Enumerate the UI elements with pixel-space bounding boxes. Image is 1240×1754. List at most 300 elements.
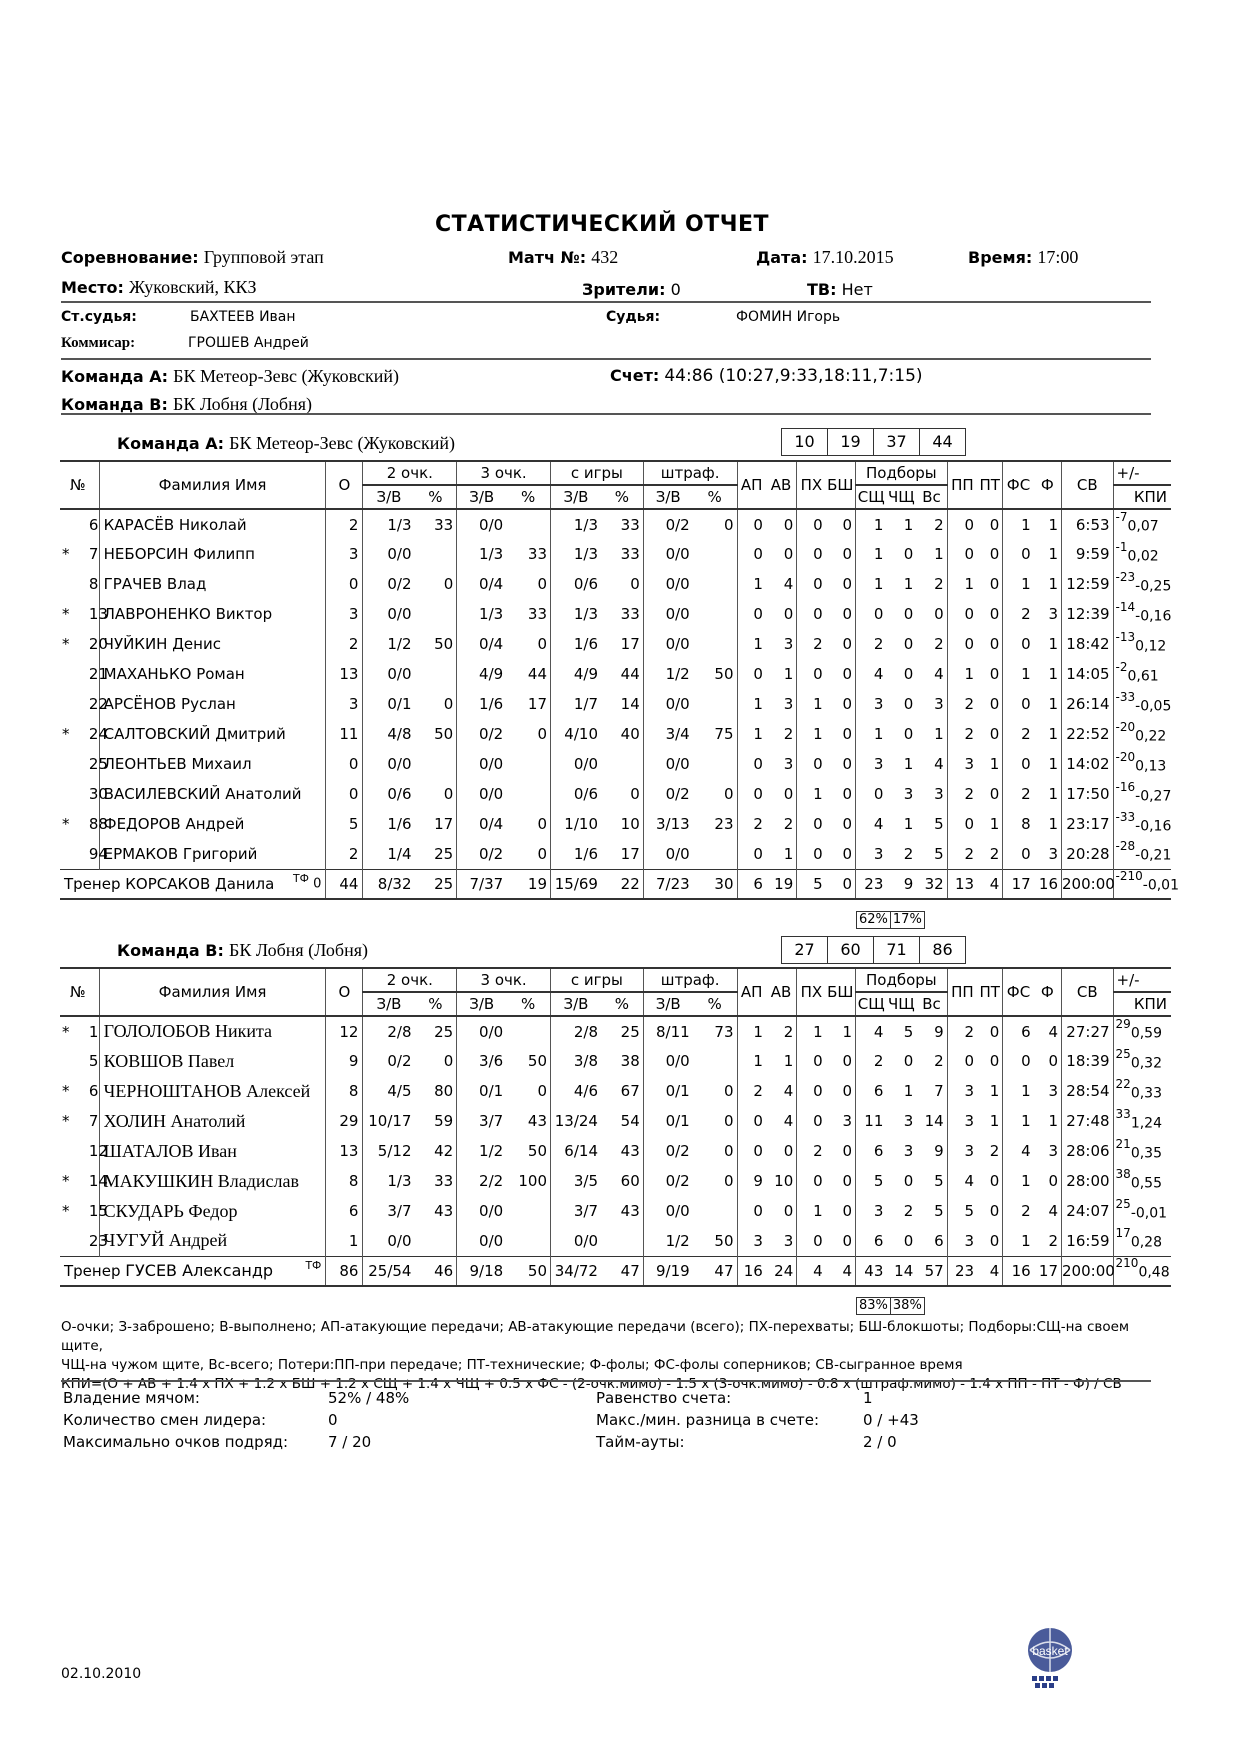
stat-fg: 1/6 [573, 844, 598, 863]
col-ast-total: АВ [766, 461, 797, 509]
stat-3pt: 0/0 [479, 1231, 504, 1250]
player-name-text: ЕРМАКОВ Григорий [103, 844, 258, 863]
stat-ft: 0/2 [665, 785, 690, 803]
stat-min: 16:59 [1062, 1226, 1114, 1256]
stat-pts: 6 [326, 1196, 363, 1226]
player-row [60, 1106, 1171, 1136]
total-stat-stl: 5 [797, 869, 826, 899]
kpi: -0,16 [1135, 608, 1172, 625]
starter-mark: * [62, 1172, 70, 1190]
place-label: Место: [61, 278, 124, 297]
stat-3pt-pct: 0 [506, 629, 550, 659]
team-b-label: Команда В: [61, 395, 168, 414]
kpi: 0,35 [1130, 1145, 1162, 1162]
stat-ast-total: 0 [766, 1136, 797, 1166]
stat-treb: 2 [916, 509, 947, 539]
stat-fg: 0/6 [573, 785, 598, 803]
col-reb: Подборы [855, 968, 947, 992]
stat-ft-pct [693, 749, 737, 779]
stat-ft: 0/0 [665, 545, 690, 563]
plus-minus: -14 [1115, 599, 1136, 614]
starter-mark: * [62, 1022, 70, 1041]
col-pct: % [693, 485, 737, 509]
stat-pm-kpi [1113, 569, 1171, 599]
player-row [60, 659, 1171, 689]
player-row [60, 1226, 1171, 1256]
stat-fd: 2 [1021, 605, 1031, 623]
stat-min: 23:17 [1062, 809, 1114, 839]
stat-2pt: 1/2 [387, 635, 412, 653]
match-value: 432 [591, 247, 619, 267]
stat-treb: 2 [916, 1046, 947, 1076]
stat-pm-kpi [1113, 809, 1171, 839]
coach-cell [60, 1256, 326, 1286]
stat-2pt-pct: 42 [414, 1136, 456, 1166]
stat-fd: 6 [1021, 1022, 1031, 1041]
stat-dreb: 2 [873, 1052, 884, 1070]
stat-3pt: 1/2 [479, 1142, 504, 1160]
stat-fg-pct: 40 [601, 719, 643, 749]
stat-pto: 3 [964, 1112, 975, 1130]
stat-pf: 1 [1034, 629, 1062, 659]
stat-ast-total: 0 [766, 539, 797, 569]
stat-min: 28:54 [1062, 1076, 1114, 1106]
stat-pto: 1 [964, 575, 975, 593]
stat-oreb: 0 [903, 665, 914, 683]
plus-minus: -1 [1115, 539, 1128, 554]
stat-stl: 0 [813, 1082, 823, 1100]
col-made: З/В [363, 485, 415, 509]
col-stl: ПХ [797, 461, 826, 509]
kpi: 0,33 [1130, 1085, 1162, 1102]
stat-2pt-pct: 17 [414, 809, 456, 839]
team-b-section-label: Команда В: [117, 941, 224, 960]
stat-pf: 4 [1034, 1196, 1062, 1226]
stat-pts: 2 [326, 629, 363, 659]
stat-stl: 0 [813, 755, 823, 773]
stat-pto: 2 [964, 695, 975, 713]
stat-stl: 1 [813, 1022, 823, 1041]
col-kpi: КПИ [1113, 485, 1171, 509]
stat-ast-total: 2 [766, 809, 797, 839]
stat-dreb: 4 [873, 815, 884, 833]
player-number: 23 [89, 1226, 99, 1256]
col-made: З/В [551, 992, 601, 1016]
player-number: 7 [89, 1106, 99, 1136]
stat-ft: 0/0 [665, 635, 690, 653]
stat-ft: 8/11 [656, 1022, 690, 1041]
stat-fg-pct: 0 [601, 569, 643, 599]
stat-min: 26:14 [1062, 689, 1114, 719]
player-name [99, 539, 326, 569]
player-name [99, 1046, 326, 1076]
col-fg: с игры [551, 461, 644, 485]
col-ft: штраф. [643, 461, 737, 485]
date-value: 17.10.2015 [812, 247, 894, 267]
stat-min: 28:06 [1062, 1136, 1114, 1166]
spectators-value: 0 [670, 280, 681, 299]
stat-pf: 1 [1034, 689, 1062, 719]
player-name [99, 1076, 326, 1106]
total-stat-3pt: 9/18 [457, 1256, 506, 1286]
stat-pto: 0 [964, 605, 975, 623]
stat-3pt: 3/6 [479, 1052, 504, 1070]
stat-2pt-pct [414, 659, 456, 689]
chief-ref-value: БАХТЕЕВ Иван [190, 309, 296, 325]
stat-ast: 0 [753, 515, 763, 534]
stat-tto: 0 [977, 599, 1003, 629]
time-value: 17:00 [1037, 247, 1079, 267]
stat-ast: 0 [753, 1202, 763, 1220]
player-name-text: МАХАНЬКО Роман [103, 665, 245, 683]
stat-fg-pct: 17 [601, 839, 643, 869]
stat-blk: 0 [826, 1136, 856, 1166]
col-pct: % [414, 485, 456, 509]
col-stl: ПХ [797, 968, 826, 1016]
coach-label: Тренер [64, 1262, 121, 1281]
col-oreb: ЧЩ [886, 992, 916, 1016]
stat-dreb: 4 [873, 1022, 884, 1041]
date-label: Дата: [756, 248, 808, 267]
stat-ft: 0/0 [665, 1202, 690, 1220]
stat-pts: 12 [326, 1016, 363, 1046]
stat-fd: 0 [1021, 1052, 1031, 1070]
stat-dreb: 11 [864, 1112, 884, 1130]
stat-pm-kpi [1113, 1136, 1171, 1166]
stat-2pt: 0/0 [387, 545, 412, 563]
stat-stl: 0 [813, 545, 823, 563]
stat-pm-kpi [1113, 539, 1171, 569]
stat-fg: 4/9 [573, 665, 598, 683]
stat-ft: 0/0 [665, 755, 690, 773]
stat-2pt: 1/6 [387, 815, 412, 833]
kpi: -0,01 [1130, 1205, 1168, 1222]
competition-line [61, 247, 324, 268]
stat-min: 14:05 [1062, 659, 1114, 689]
player-name [99, 509, 326, 539]
stat-treb: 1 [916, 539, 947, 569]
stat-oreb: 0 [903, 1172, 914, 1190]
stat-fd: 1 [1021, 1231, 1031, 1250]
stat-dreb: 1 [873, 545, 884, 563]
coach-cell [60, 869, 326, 899]
tf-value: 0 [313, 875, 322, 891]
run-label: Максимально очков подряд: [63, 1433, 289, 1451]
stat-ast: 0 [753, 785, 763, 803]
stat-treb: 7 [916, 1076, 947, 1106]
team-a-line [61, 366, 399, 387]
stat-pts: 3 [326, 599, 363, 629]
player-name [99, 779, 326, 809]
plus-minus: 22 [1115, 1076, 1131, 1091]
starter-mark: * [62, 545, 70, 563]
stat-fg: 2/8 [573, 1022, 598, 1041]
starter-mark: * [62, 815, 70, 833]
stat-fd: 0 [1021, 844, 1031, 863]
stat-ast: 0 [753, 755, 763, 773]
player-row [60, 749, 1171, 779]
kpi: -0,25 [1135, 578, 1172, 595]
stat-3pt-pct [506, 509, 550, 539]
total-stat-blk: 0 [826, 869, 856, 899]
total-stat-ft-pct: 47 [693, 1256, 737, 1286]
stat-pto: 3 [964, 1142, 975, 1160]
total-stat-stl: 4 [797, 1256, 826, 1286]
starter-mark [60, 749, 89, 779]
timeouts-label: Тайм-ауты: [596, 1433, 685, 1451]
stat-blk: 0 [826, 1046, 856, 1076]
stat-ft-pct: 0 [693, 509, 737, 539]
stat-fg: 0/6 [573, 575, 598, 593]
stat-tto: 1 [977, 1076, 1003, 1106]
stat-blk: 0 [826, 539, 856, 569]
kpi: 1,24 [1130, 1115, 1162, 1132]
stat-ft-pct [693, 569, 737, 599]
stat-ast-total: 4 [766, 569, 797, 599]
quarter-score: 19 [827, 428, 874, 456]
total-stat-ast-total: 19 [766, 869, 797, 899]
stat-pm-kpi [1113, 1166, 1171, 1196]
col-no: № [60, 968, 99, 1016]
kpi: 0,32 [1130, 1055, 1162, 1072]
team-a-label: Команда А: [61, 367, 169, 386]
col-blk: БШ [826, 968, 856, 1016]
stat-ast: 0 [753, 605, 763, 623]
col-pm: +/- [1113, 968, 1171, 992]
stat-ast: 2 [753, 1082, 763, 1100]
kpi: -0,21 [1135, 848, 1172, 865]
stat-pm-kpi [1113, 659, 1171, 689]
player-name-text: ЛАВРОНЕНКО Виктор [103, 605, 273, 623]
stat-tto: 0 [977, 509, 1003, 539]
col-ast: АП [737, 461, 766, 509]
starter-mark [60, 689, 89, 719]
stat-ast-total: 2 [766, 719, 797, 749]
stat-ast-total: 4 [766, 1076, 797, 1106]
stat-2pt: 0/0 [387, 665, 412, 683]
stat-2pt: 0/0 [387, 755, 412, 773]
stat-blk: 0 [826, 779, 856, 809]
stat-pts: 1 [326, 1226, 363, 1256]
logo-text: basket [1032, 1644, 1068, 1658]
stat-min: 17:50 [1062, 779, 1114, 809]
commissioner-value: ГРОШЕВ Андрей [188, 335, 309, 351]
plus-minus: -16 [1115, 779, 1136, 794]
stat-fg: 1/6 [573, 635, 598, 653]
stat-fg-pct: 44 [601, 659, 643, 689]
player-name-text: ГРАЧЕВ Влад [103, 575, 207, 593]
stat-2pt: 0/1 [387, 695, 412, 713]
total-stat-dreb: 43 [855, 1256, 886, 1286]
stat-min: 18:39 [1062, 1046, 1114, 1076]
team-b-section-title [117, 940, 368, 961]
total-stat-3pt-pct: 50 [506, 1256, 550, 1286]
col-fd: ФС [1003, 968, 1034, 1016]
stat-2pt-pct: 25 [414, 839, 456, 869]
stat-fg: 6/14 [564, 1142, 598, 1160]
starter-mark [60, 659, 89, 689]
stat-oreb: 0 [903, 545, 914, 563]
stat-ft-pct: 23 [693, 809, 737, 839]
stat-2pt-pct: 0 [414, 779, 456, 809]
player-number: 13 [89, 599, 99, 629]
player-row [60, 1046, 1171, 1076]
stat-ft: 0/2 [665, 1142, 690, 1160]
stat-pf: 1 [1034, 539, 1062, 569]
stat-stl: 2 [813, 1142, 823, 1160]
player-name [99, 749, 326, 779]
stat-pf: 1 [1034, 719, 1062, 749]
stat-pm-kpi [1113, 1196, 1171, 1226]
total-stat-fg-pct: 47 [601, 1256, 643, 1286]
stat-pm-kpi [1113, 689, 1171, 719]
kpi: 0,02 [1127, 548, 1159, 565]
stat-ft-pct: 0 [693, 779, 737, 809]
stat-ft: 0/0 [665, 1052, 690, 1070]
stat-oreb: 3 [903, 1142, 914, 1160]
kpi: -0,16 [1135, 818, 1172, 835]
col-made: З/В [457, 992, 506, 1016]
stat-pto: 0 [964, 545, 975, 563]
total-pm-kpi [1113, 1256, 1171, 1286]
stat-ft: 0/1 [665, 1082, 690, 1100]
report-title: СТАТИСТИЧЕСКИЙ ОТЧЕТ [434, 212, 770, 237]
stat-ft: 0/2 [665, 515, 690, 534]
team-a-section-title [117, 433, 455, 454]
stat-2pt: 1/3 [387, 1172, 412, 1190]
col-three: 3 очк. [457, 461, 551, 485]
commissioner-label: Коммисар: [61, 335, 136, 351]
player-name-text: ШАТАЛОВ Иван [103, 1140, 237, 1161]
plus-minus: -2 [1115, 659, 1128, 674]
stat-pf: 3 [1034, 599, 1062, 629]
stat-oreb: 2 [903, 844, 914, 863]
stat-pm-kpi [1113, 1016, 1171, 1046]
stat-3pt: 3/7 [479, 1112, 504, 1130]
stat-ft-pct: 75 [693, 719, 737, 749]
player-number: 15 [89, 1196, 99, 1226]
player-name-text: СКУДАРЬ Федор [103, 1200, 238, 1221]
stat-fg-pct: 10 [601, 809, 643, 839]
stat-tto: 0 [977, 1196, 1003, 1226]
player-name [99, 1016, 326, 1046]
total-stat-ast: 6 [737, 869, 766, 899]
player-name-text: КОВШОВ Павел [103, 1050, 235, 1071]
starter-mark [60, 1136, 89, 1166]
stat-pm-kpi [1113, 509, 1171, 539]
plus-minus: -20 [1115, 719, 1136, 734]
player-name [99, 1136, 326, 1166]
total-stat-min: 200:00 [1062, 869, 1114, 899]
stat-3pt: 1/3 [479, 545, 504, 563]
stat-3pt: 0/0 [479, 1022, 504, 1041]
stat-2pt: 0/0 [387, 1231, 412, 1250]
stat-oreb: 3 [903, 1112, 914, 1130]
stat-fd: 4 [1021, 1142, 1031, 1160]
stat-ft-pct [693, 839, 737, 869]
col-treb: Вс [916, 992, 947, 1016]
player-row [60, 1016, 1171, 1046]
plus-minus: -33 [1115, 689, 1136, 704]
stat-blk: 0 [826, 719, 856, 749]
stat-2pt: 4/5 [387, 1082, 412, 1100]
player-number: 25 [89, 749, 99, 779]
player-row [60, 719, 1171, 749]
player-number: 6 [89, 1076, 99, 1106]
player-row [60, 1166, 1171, 1196]
stat-oreb: 0 [903, 695, 914, 713]
total-stat-blk: 4 [826, 1256, 856, 1286]
stat-2pt-pct: 59 [414, 1106, 456, 1136]
player-name [99, 1106, 326, 1136]
stat-pm-kpi [1113, 629, 1171, 659]
stat-2pt-pct: 33 [414, 509, 456, 539]
stat-min: 6:53 [1062, 509, 1114, 539]
stat-pts: 0 [326, 749, 363, 779]
stat-dreb: 2 [873, 635, 884, 653]
stat-pto: 3 [964, 1082, 975, 1100]
player-name-text: ЧУГУЙ Андрей [103, 1230, 228, 1251]
time-label: Время: [968, 248, 1033, 267]
stat-dreb: 1 [873, 575, 884, 593]
stat-ft: 3/4 [665, 725, 690, 743]
total-stat-2pt-pct: 25 [414, 869, 456, 899]
player-name-text: ЧУЙКИН Денис [103, 635, 221, 653]
stat-oreb: 3 [903, 785, 914, 803]
player-name [99, 629, 326, 659]
stat-treb: 9 [916, 1016, 947, 1046]
player-row [60, 599, 1171, 629]
stat-3pt-pct [506, 779, 550, 809]
stat-treb: 5 [916, 1166, 947, 1196]
stat-pm-kpi [1113, 1046, 1171, 1076]
stat-fg: 1/10 [564, 815, 598, 833]
stat-3pt: 1/3 [479, 605, 504, 623]
legend-line: О-очки; З-заброшено; В-выполнено; АП-атакующие передачи; АВ-атакующие передачи (всего); ПХ-перехваты; БШ-блокшоты; Подборы:СЩ-на своем щите, [61, 1319, 1130, 1354]
total-stat-oreb: 14 [886, 1256, 916, 1286]
stat-ast-total: 2 [766, 1016, 797, 1046]
player-row [60, 509, 1171, 539]
stat-pf: 0 [1034, 1166, 1062, 1196]
stat-pf: 0 [1034, 1046, 1062, 1076]
stat-ft-pct: 50 [693, 659, 737, 689]
player-name [99, 1196, 326, 1226]
player-number: 94 [89, 839, 99, 869]
stat-treb: 5 [916, 839, 947, 869]
player-name-text: ВАСИЛЕВСКИЙ Анатолий [103, 785, 302, 803]
col-name: Фамилия Имя [99, 968, 326, 1016]
team-total-row [60, 869, 1171, 899]
starter-mark [60, 779, 89, 809]
stat-ast: 0 [753, 1142, 763, 1160]
stat-fg-pct: 0 [601, 779, 643, 809]
stat-pto: 3 [964, 755, 975, 773]
total-stat-ft: 7/23 [643, 869, 692, 899]
stat-tto: 0 [977, 779, 1003, 809]
stat-ast: 0 [753, 844, 763, 863]
player-name-text: КАРАСЁВ Николай [103, 515, 247, 534]
stat-tto: 0 [977, 569, 1003, 599]
total-stat-fd: 16 [1003, 1256, 1034, 1286]
stat-blk: 0 [826, 659, 856, 689]
col-made: З/В [363, 992, 415, 1016]
stat-pts: 2 [326, 839, 363, 869]
player-row [60, 539, 1171, 569]
stat-blk: 0 [826, 509, 856, 539]
stat-min: 20:28 [1062, 839, 1114, 869]
team-a-reb-pct [857, 911, 925, 929]
stat-treb: 5 [916, 1196, 947, 1226]
